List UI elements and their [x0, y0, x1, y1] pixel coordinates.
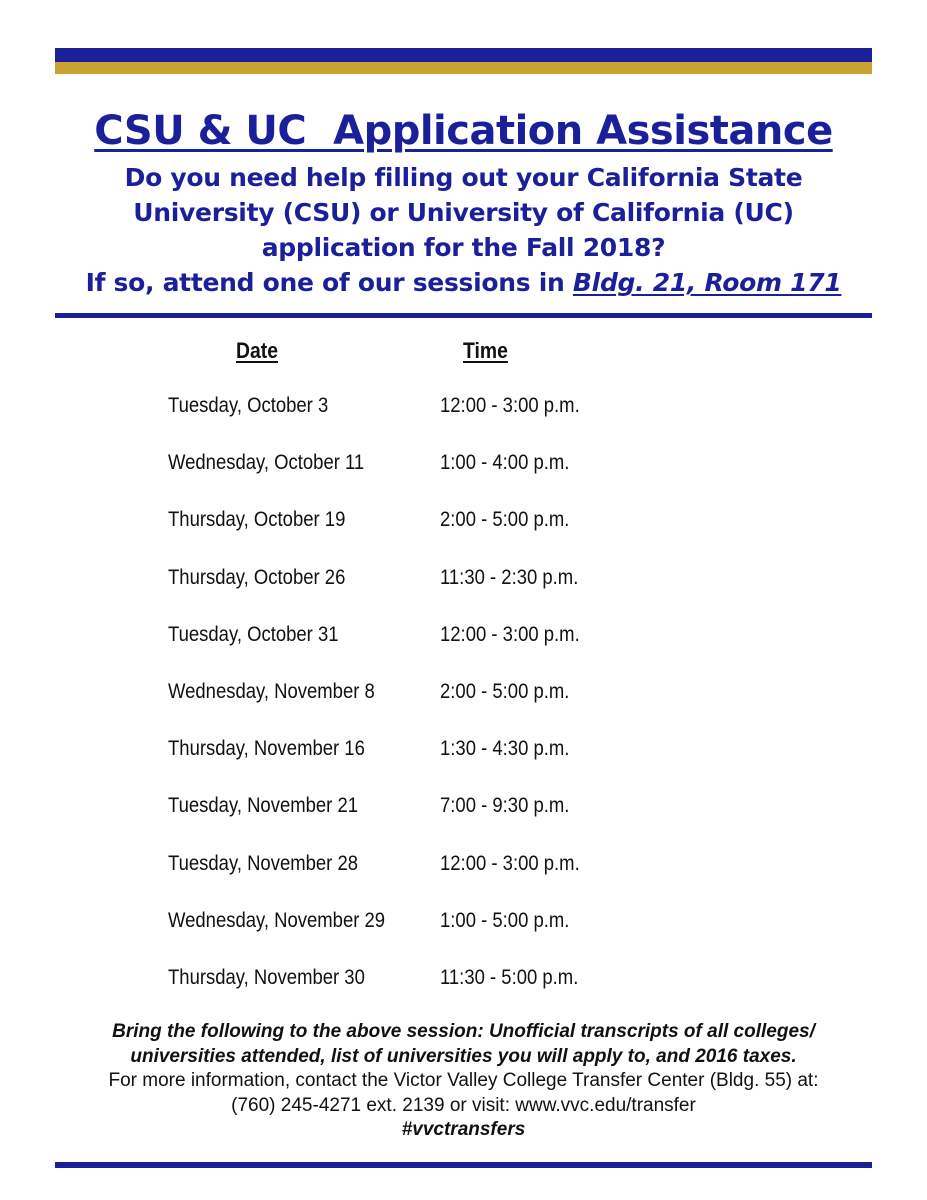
top-gold-bar	[55, 62, 872, 74]
session-date: Tuesday, October 3	[168, 394, 329, 417]
session-list	[0, 394, 927, 1023]
attend-prefix: If so, attend one of our sessions in	[85, 268, 573, 297]
bottom-blue-bar	[55, 1162, 872, 1168]
session-date: Thursday, November 16	[168, 737, 365, 761]
session-row	[0, 623, 927, 680]
session-time: 11:30 - 2:30 p.m.	[440, 565, 579, 589]
session-time: 12:00 - 3:00 p.m.	[440, 394, 580, 417]
contact-line: (760) 245-4271 ext. 2139 or visit: www.vvc.edu/transfer	[231, 1094, 696, 1116]
session-time: 11:30 - 5:00 p.m.	[440, 965, 579, 989]
intro-text	[40, 160, 887, 300]
intro-line: University (CSU) or University of California (UC)	[133, 198, 794, 227]
intro-line: application for the Fall 2018?	[261, 233, 666, 262]
bring-items-line: Bring the following to the above session: Unofficial transcripts of all colleges/	[112, 1021, 815, 1042]
hashtag: #vvctransfers	[401, 1119, 526, 1140]
session-date: Tuesday, November 21	[168, 794, 359, 818]
footer-info	[20, 1020, 907, 1143]
session-time: 12:00 - 3:00 p.m.	[440, 851, 580, 875]
session-row	[0, 737, 927, 794]
session-row	[0, 794, 927, 851]
session-row	[0, 909, 927, 966]
session-date: Wednesday, November 29	[168, 908, 386, 932]
session-row	[0, 451, 927, 508]
session-time: 1:30 - 4:30 p.m.	[440, 737, 570, 761]
session-date: Thursday, November 30	[168, 965, 365, 989]
page-title: CSU & UC Application Assistance	[94, 108, 833, 154]
contact-line: For more information, contact the Victor Valley College Transfer Center (Bldg. 55) at:	[108, 1070, 819, 1091]
date-column-header: Date	[236, 338, 278, 363]
session-row	[0, 508, 927, 565]
session-location: Bldg. 21, Room 171	[572, 268, 842, 297]
session-time: 12:00 - 3:00 p.m.	[440, 622, 580, 646]
session-time: 7:00 - 9:30 p.m.	[440, 794, 570, 818]
top-blue-bar	[55, 48, 872, 62]
session-row	[0, 680, 927, 737]
session-row	[0, 394, 927, 451]
session-row	[0, 566, 927, 623]
session-time: 2:00 - 5:00 p.m.	[440, 679, 570, 703]
session-date: Thursday, October 19	[168, 508, 346, 532]
bring-items-line: universities attended, list of universities you will apply to, and 2016 taxes.	[130, 1045, 797, 1067]
session-date: Wednesday, November 8	[168, 679, 375, 703]
session-date: Wednesday, October 11	[168, 451, 365, 475]
session-date: Tuesday, October 31	[168, 622, 339, 646]
intro-line: Do you need help filling out your California State	[124, 163, 803, 192]
session-date: Thursday, October 26	[168, 565, 346, 589]
time-column-header: Time	[463, 338, 508, 363]
session-date: Tuesday, November 28	[168, 851, 359, 875]
session-row	[0, 966, 927, 1023]
session-time: 1:00 - 4:00 p.m.	[440, 451, 570, 475]
divider-rule	[55, 313, 872, 318]
session-time: 2:00 - 5:00 p.m.	[440, 508, 570, 532]
attend-line	[40, 265, 887, 300]
session-row	[0, 852, 927, 909]
session-time: 1:00 - 5:00 p.m.	[440, 908, 570, 932]
